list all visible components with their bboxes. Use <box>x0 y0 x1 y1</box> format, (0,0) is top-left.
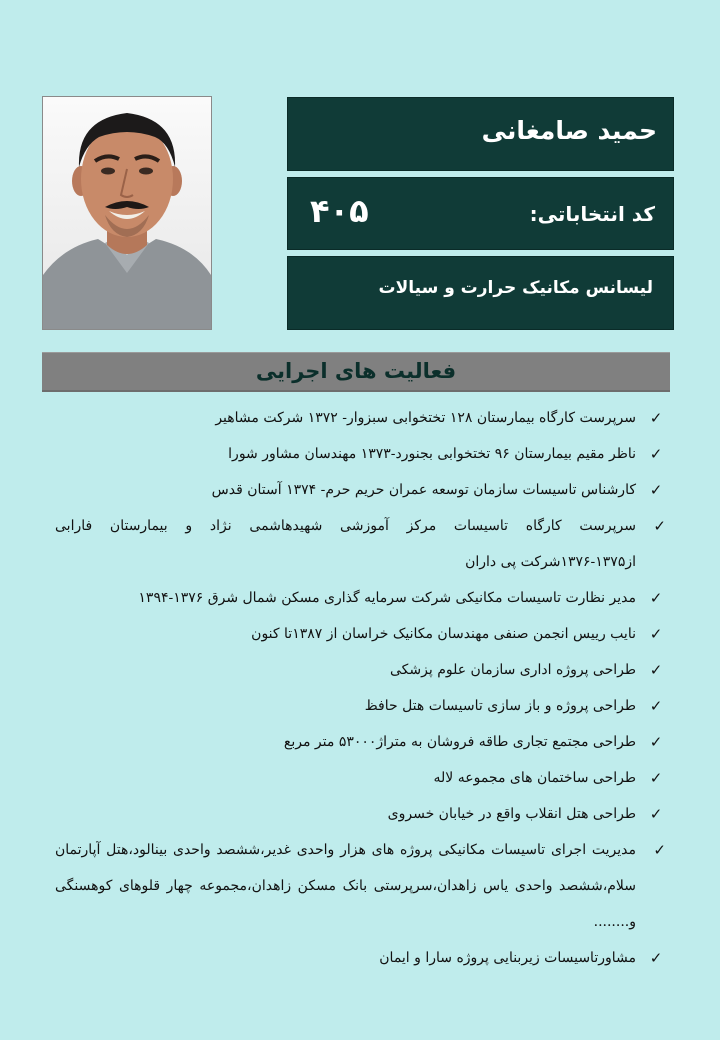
section-title: فعالیت های اجرایی <box>255 359 457 383</box>
list-item <box>55 796 670 832</box>
activity-text: مدیر نظارت تاسیسات مکانیکی شرکت سرمایه گذاری مسکن شمال شرق ۱۳۷۶-۱۳۹۴ <box>138 590 636 606</box>
list-item <box>55 508 670 580</box>
activity-text: مشاورتاسیسات زیربنایی پروژه سارا و ایمان <box>379 950 636 966</box>
activity-text: طراحی پروژه و باز سازی تاسیسات هتل حافظ <box>364 698 636 714</box>
degree-box <box>287 256 674 330</box>
list-item <box>55 616 670 652</box>
section-header <box>42 352 670 392</box>
list-item <box>55 436 670 472</box>
check-icon: ✓ <box>649 949 663 967</box>
list-item <box>55 688 670 724</box>
check-icon: ✓ <box>649 409 663 427</box>
check-icon: ✓ <box>649 769 663 787</box>
activity-text: طراحی ساختمان های مجموعه لاله <box>433 770 636 786</box>
check-icon: ✓ <box>653 841 666 859</box>
activity-text: نایب رییس انجمن صنفی مهندسان مکانیک خراسان از ۱۳۸۷تا کنون <box>251 626 636 642</box>
candidate-portrait-icon <box>43 97 211 329</box>
check-icon: ✓ <box>649 697 663 715</box>
activity-text: سرپرست کارگاه تاسیسات مرکز آموزشی شهیدهاشمی نژاد و بیمارستان فارابی از۱۳۷۵-۱۳۷۶شرکت پی داران <box>55 518 636 570</box>
activity-text: مدیریت اجرای تاسیسات مکانیکی پروژه های هزار واحدی غدیر،ششصد واحدی بینالود،هتل آپارتمان سلام،ششصد واحدی یاس زاهدان،سرپرستی بانک مسکن زاهدان،مجموعه چهار قلوهای کوهسنگی و........ <box>55 842 636 930</box>
candidate-name: حمید صامغانی <box>481 116 657 145</box>
activity-text: کارشناس تاسیسات سازمان توسعه عمران حریم حرم- ۱۳۷۴ آستان قدس <box>211 482 636 498</box>
activity-text: طراحی مجتمع تجاری طاقه فروشان به متراژ۵۳۰۰۰ متر مربع <box>283 734 636 750</box>
list-item <box>55 472 670 508</box>
check-icon: ✓ <box>649 805 663 823</box>
activity-text: طراحی هتل انقلاب واقع در خیابان خسروی <box>387 806 636 822</box>
check-icon: ✓ <box>649 625 663 643</box>
list-item <box>55 832 670 940</box>
election-code-value: ۴۰۵ <box>310 192 369 230</box>
activity-text: ناظر مقیم بیمارستان ۹۶ تختخوابی بجنورد-۱۳۷۳ مهندسان مشاور شورا <box>228 446 636 462</box>
activity-text: سرپرست کارگاه بیمارستان ۱۲۸ تختخوابی سبزوار- ۱۳۷۲ شرکت مشاهیر <box>215 410 636 426</box>
check-icon: ✓ <box>653 517 666 535</box>
candidate-photo <box>42 96 212 330</box>
check-icon: ✓ <box>649 733 663 751</box>
list-item <box>55 580 670 616</box>
activity-text: طراحی پروژه اداری سازمان علوم پزشکی <box>390 662 636 678</box>
check-icon: ✓ <box>649 481 663 499</box>
list-item <box>55 400 670 436</box>
activities-list <box>55 400 670 976</box>
list-item <box>55 652 670 688</box>
election-code-label: کد انتخاباتی: <box>529 202 655 226</box>
check-icon: ✓ <box>649 445 663 463</box>
list-item <box>55 940 670 976</box>
name-box <box>287 97 674 171</box>
election-code-box <box>287 177 674 250</box>
check-icon: ✓ <box>649 661 663 679</box>
list-item <box>55 760 670 796</box>
degree-text: لیسانس مکانیک حرارت و سیالات <box>378 278 653 298</box>
check-icon: ✓ <box>649 589 663 607</box>
list-item <box>55 724 670 760</box>
